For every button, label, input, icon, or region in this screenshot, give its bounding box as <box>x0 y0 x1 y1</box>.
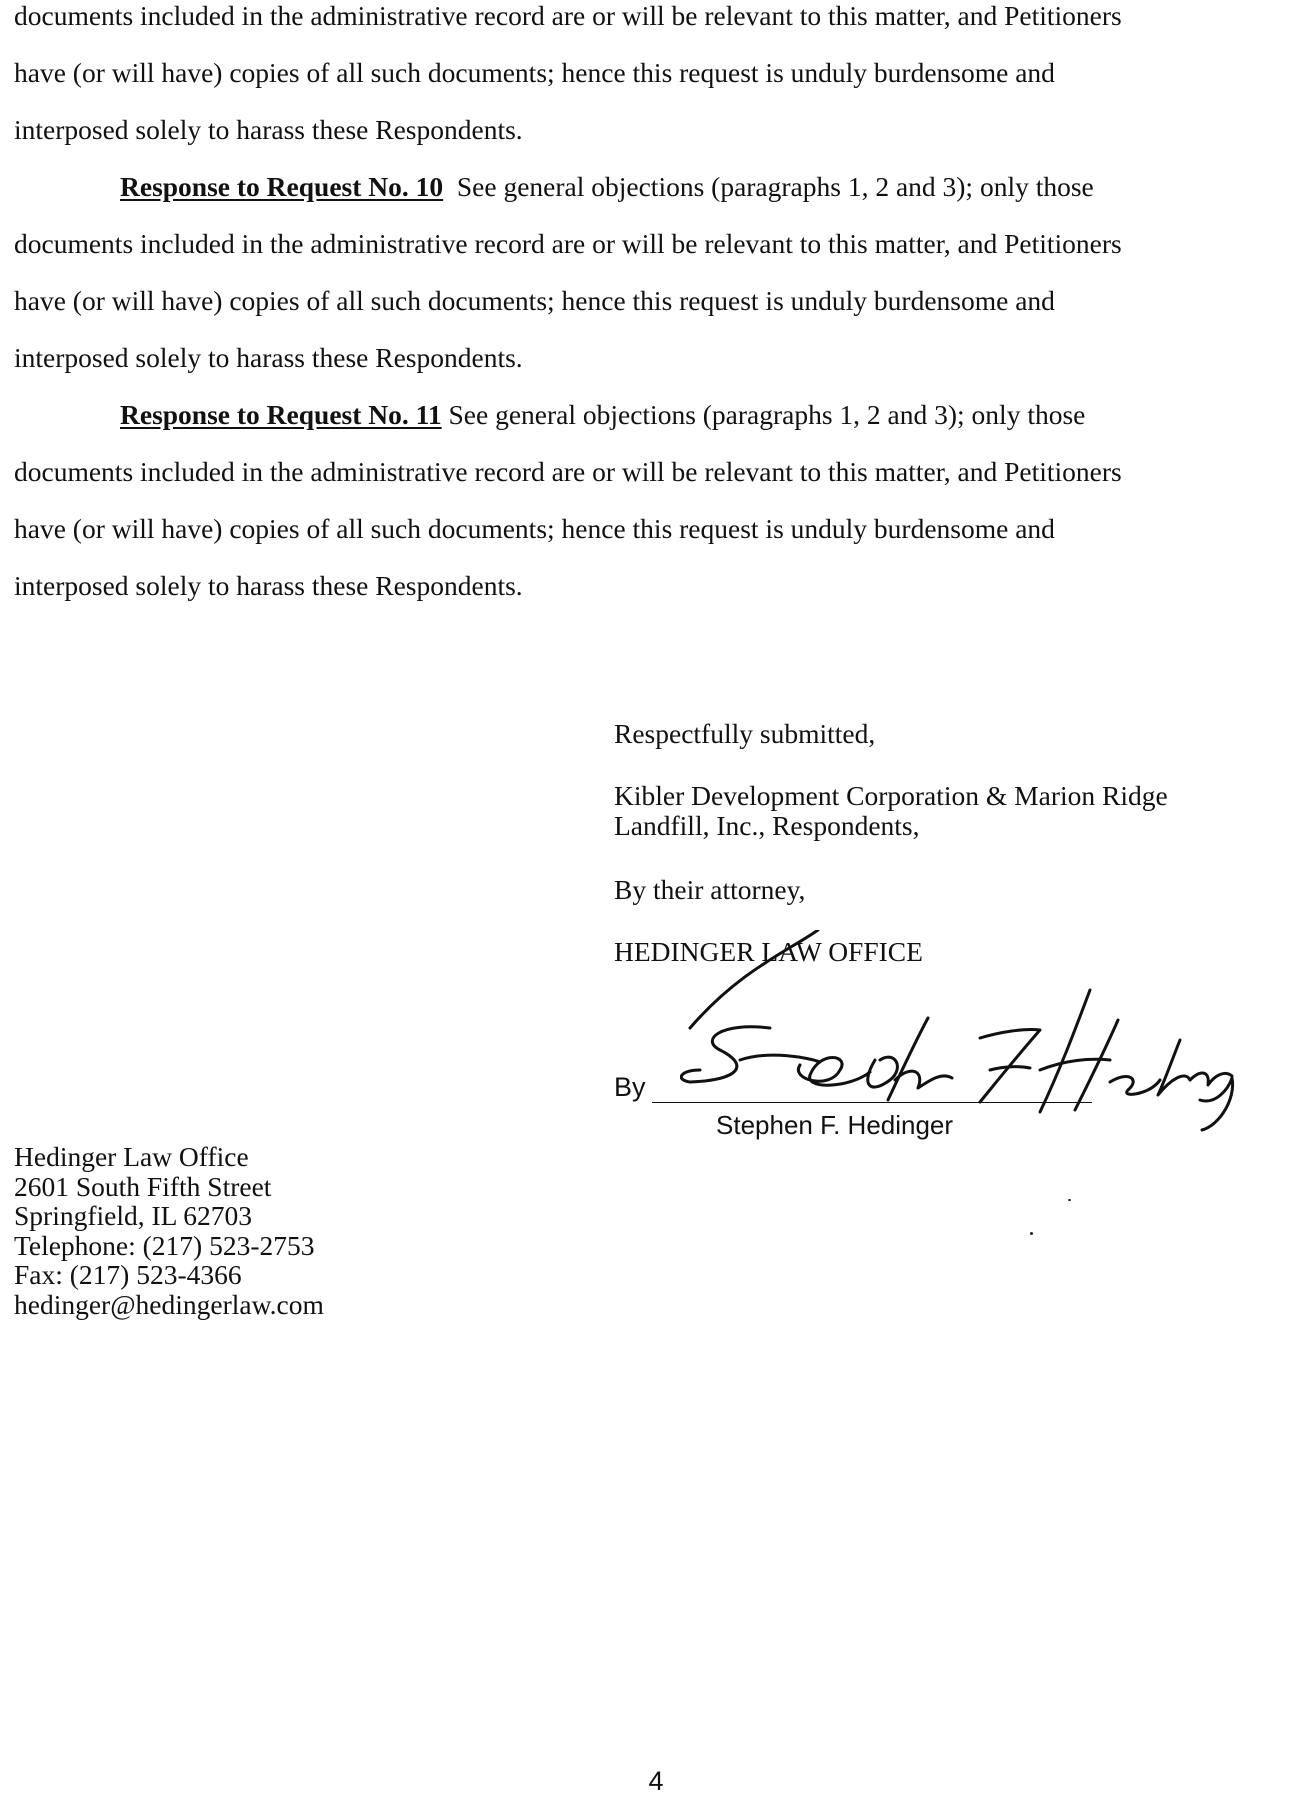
party-line-2: Landfill, Inc., Respondents, <box>614 810 920 841</box>
response-first-line-text: See general objections (paragraphs 1, 2 and 3); only those <box>456 171 1094 202</box>
paragraph-line: documents included in the administrative record are or will be relevant to this matter, and Petitioners <box>14 0 1122 31</box>
paragraph-line: interposed solely to harass these Respondents. <box>14 114 523 145</box>
by-label: By <box>614 1072 646 1102</box>
paragraph-line: interposed solely to harass these Respondents. <box>14 342 523 373</box>
by-attorney: By their attorney, <box>614 874 806 905</box>
address-street: 2601 South Fifth Street <box>14 1170 272 1202</box>
response-11-label: Response to Request No. 11 <box>120 399 442 430</box>
handwritten-signature <box>680 930 1240 1160</box>
response-first-line <box>120 171 1094 203</box>
closing: Respectfully submitted, <box>614 718 876 749</box>
response-10-label: Response to Request No. 10 <box>120 171 444 202</box>
address-block <box>14 1142 324 1319</box>
paragraph-line: have (or will have) copies of all such documents; hence this request is unduly burdensome and <box>14 57 1055 88</box>
paragraph-line: have (or will have) copies of all such documents; hence this request is unduly burdensome and <box>14 285 1055 316</box>
address-telephone: Telephone: (217) 523-2753 <box>14 1229 315 1261</box>
party-line-1: Kibler Development Corporation & Marion Ridge <box>614 780 1168 811</box>
paragraph-line: have (or will have) copies of all such documents; hence this request is unduly burdensome and <box>14 513 1055 544</box>
paragraph-line: documents included in the administrative record are or will be relevant to this matter, and Petitioners <box>14 228 1122 259</box>
address-city: Springfield, IL 62703 <box>14 1200 253 1231</box>
address-name: Hedinger Law Office <box>14 1141 249 1172</box>
scan-speck <box>1030 1232 1033 1235</box>
response-first-line-text: See general objections (paragraphs 1, 2 and 3); only those <box>448 399 1086 430</box>
signer-name: Stephen F. Hedinger <box>716 1110 954 1140</box>
address-fax: Fax: (217) 523-4366 <box>14 1259 242 1290</box>
address-email: hedinger@hedingerlaw.com <box>14 1288 324 1320</box>
response-first-line <box>120 399 1085 431</box>
page-number: 4 <box>648 1766 664 1796</box>
firm-name: HEDINGER LAW OFFICE <box>614 936 923 967</box>
paragraph-line: interposed solely to harass these Respondents. <box>14 570 523 601</box>
scan-speck <box>1068 1199 1071 1201</box>
paragraph-line: documents included in the administrative record are or will be relevant to this matter, and Petitioners <box>14 456 1122 487</box>
